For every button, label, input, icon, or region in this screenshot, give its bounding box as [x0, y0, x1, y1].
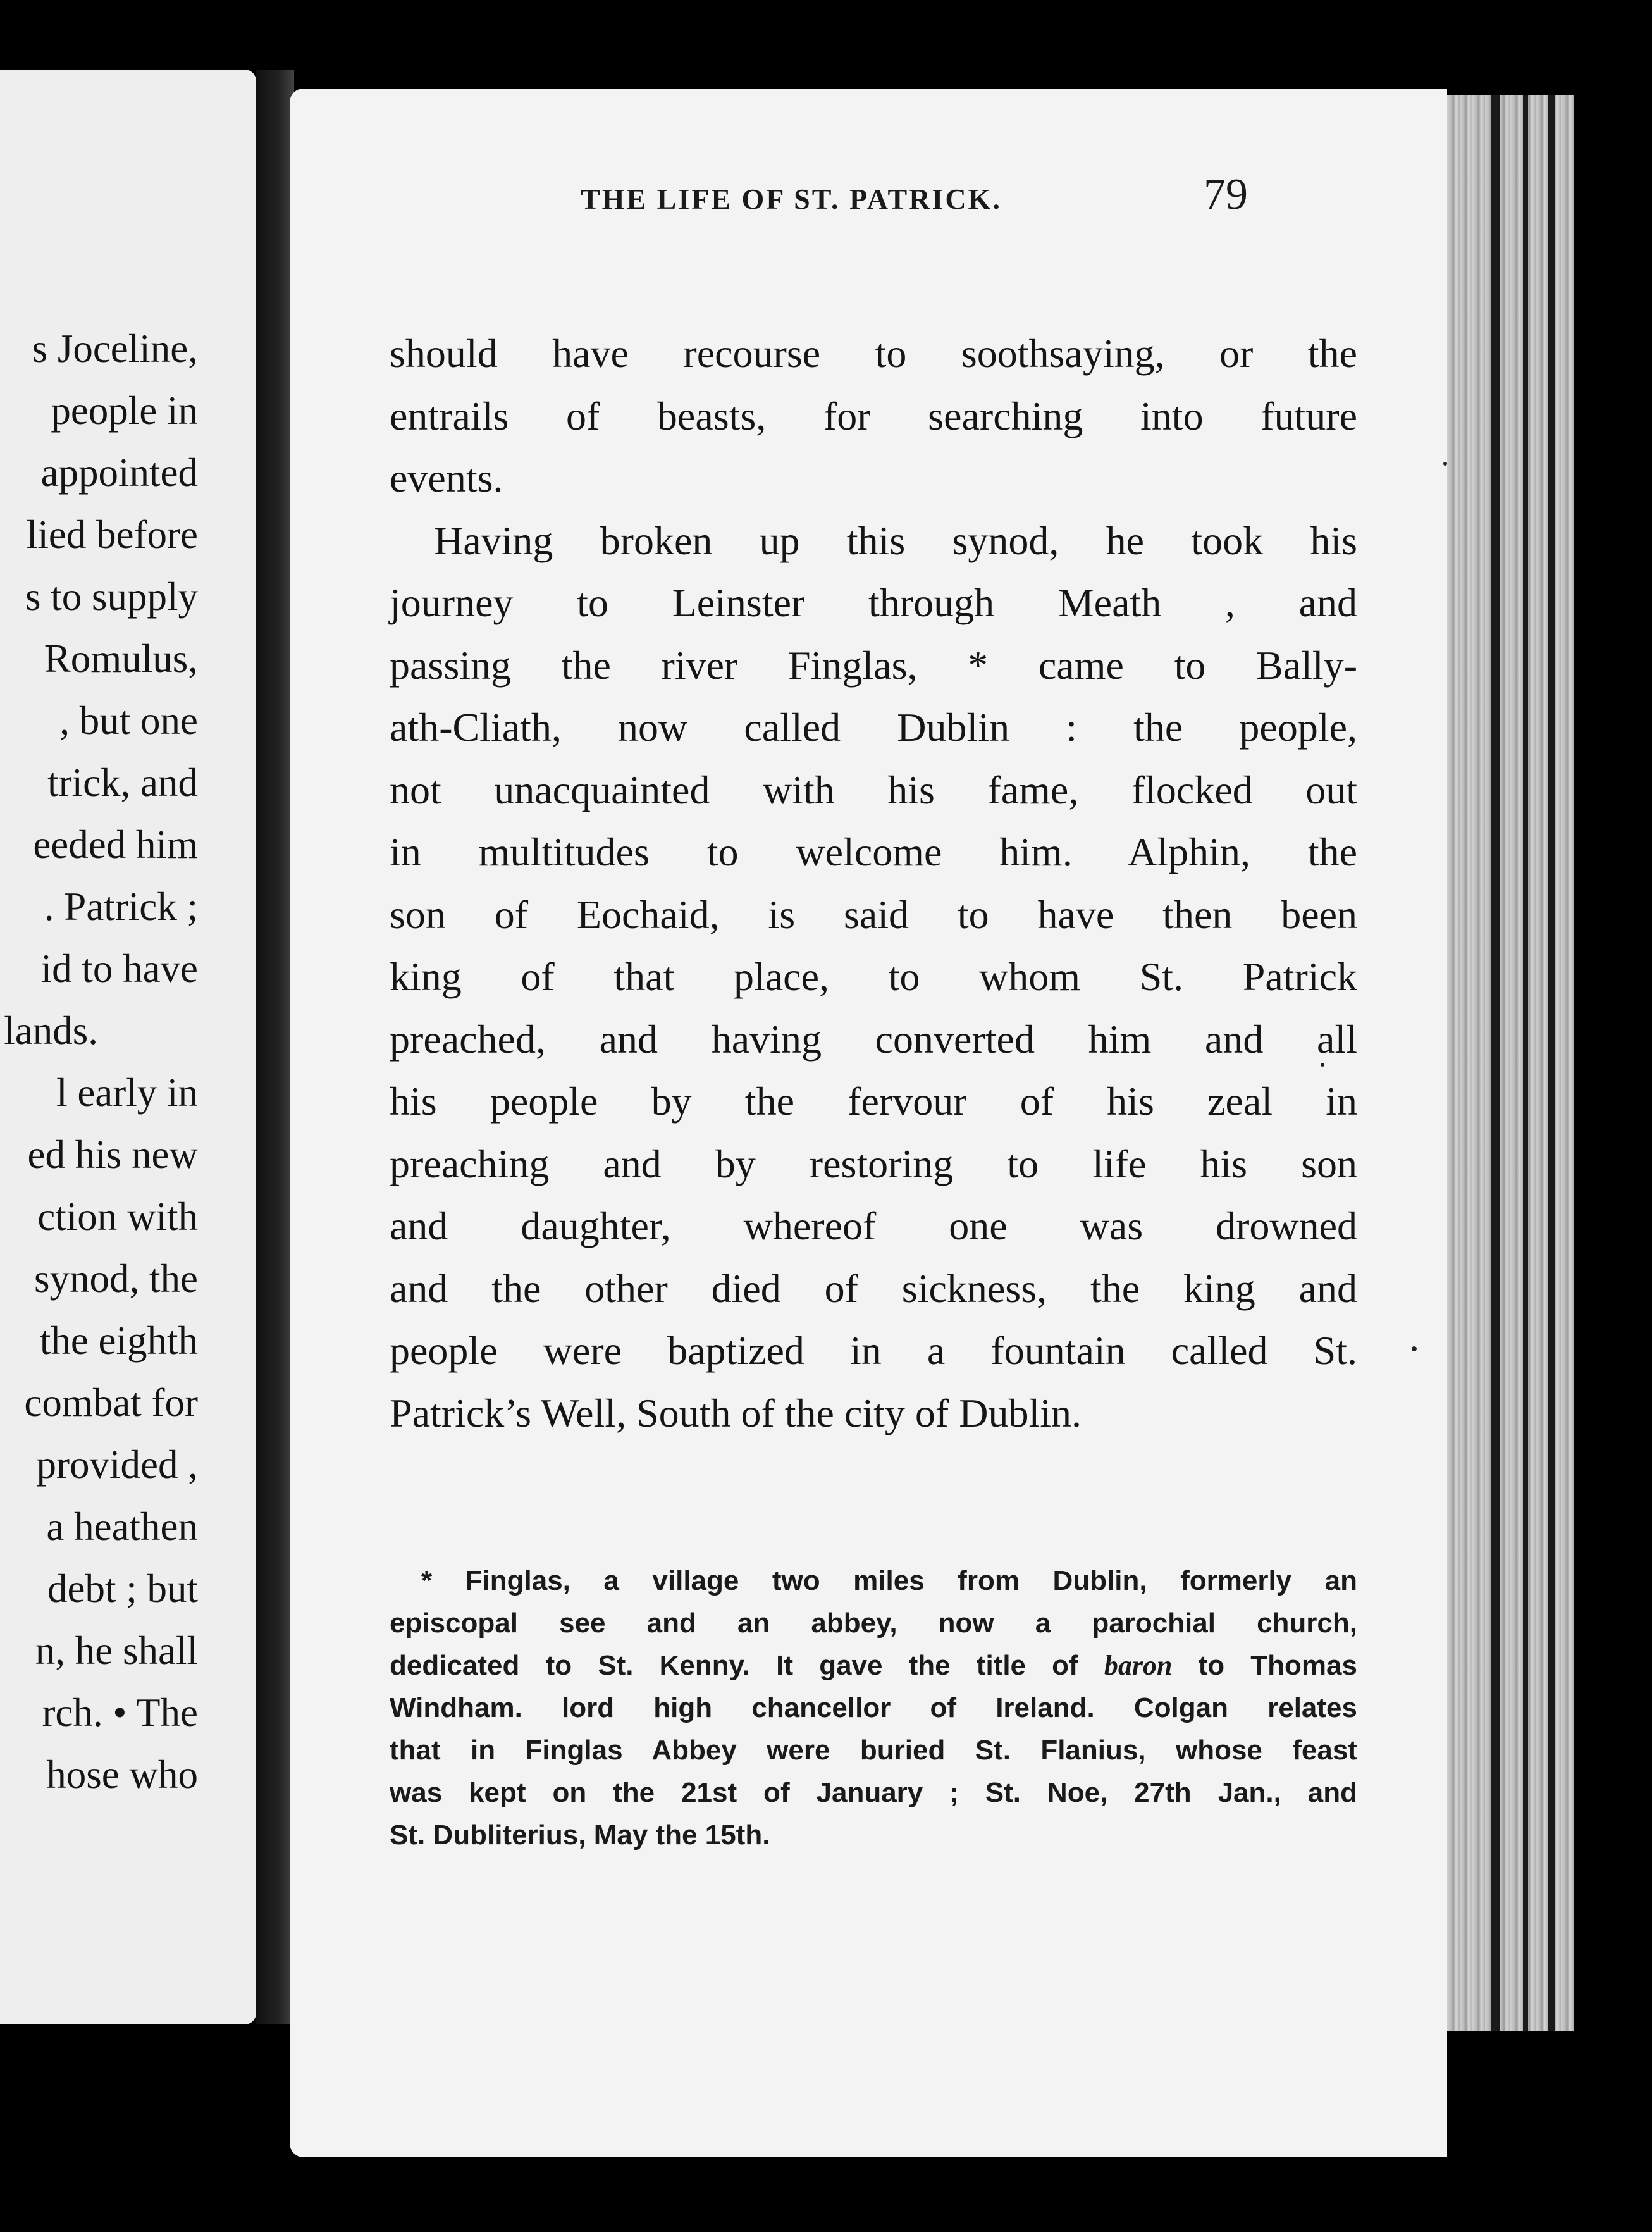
scan-speck	[1412, 1346, 1417, 1351]
left-page-line: id to have	[40, 946, 198, 991]
running-head: THE LIFE OF ST. PATRICK.	[581, 183, 1002, 215]
body-line: and daughter, whereof one was drowned	[390, 1203, 1357, 1248]
left-page-line: n, he shall	[35, 1628, 198, 1673]
left-page-line: provided ,	[36, 1442, 198, 1487]
right-page	[290, 89, 1447, 2157]
body-line: and the other died of sickness, the king and	[390, 1265, 1357, 1311]
left-page-line: trick, and	[47, 760, 198, 805]
left-page-line: . Patrick ;	[44, 884, 198, 929]
footnote-italic: baron	[1104, 1650, 1173, 1681]
body-line: journey to Leinster through Meath , and	[390, 580, 1357, 625]
footnote-line	[390, 1644, 1357, 1687]
body-line: Patrick’s Well, South of the city of Dublin.	[390, 1390, 1082, 1435]
footnote-line: was kept on the 21st of January ; St. Noe, 27th Jan., and	[390, 1777, 1357, 1808]
footnote-line: * Finglas, a village two miles from Dublin, formerly an	[421, 1565, 1357, 1596]
left-page-line: lied before	[26, 512, 198, 557]
left-page-line: s Joceline,	[32, 326, 198, 371]
scan-speck	[1321, 1063, 1324, 1067]
left-page-line: ed his new	[27, 1132, 198, 1177]
body-line: king of that place, to whom St. Patrick	[390, 954, 1357, 999]
body-line: son of Eochaid, is said to have then been	[390, 891, 1357, 937]
page-edges	[1447, 95, 1574, 2031]
left-page-line: ction with	[37, 1194, 198, 1239]
left-page-line: appointed	[40, 450, 198, 495]
left-page-line: synod, the	[34, 1256, 198, 1301]
left-page-line: people in	[51, 388, 198, 433]
footnote-line: St. Dubliterius, May the 15th.	[390, 1820, 770, 1851]
body-line: people were baptized in a fountain called St.	[390, 1328, 1357, 1373]
edge-shadow	[1523, 95, 1528, 2031]
left-page-line: debt ; but	[47, 1566, 198, 1611]
left-page-line: s to supply	[25, 574, 198, 619]
body-line: not unacquainted with his fame, flocked out	[390, 767, 1357, 812]
body-line: should have recourse to soothsaying, or the	[390, 331, 1357, 376]
left-page-line: l early in	[56, 1070, 198, 1115]
left-page-line: lands.	[4, 1008, 98, 1053]
left-page-line: hose who	[46, 1752, 198, 1797]
body-line: passing the river Finglas, * came to Bally-	[390, 642, 1357, 688]
body-line: Having broken up this synod, he took his	[434, 518, 1357, 563]
body-line: entrails of beasts, for searching into future	[390, 393, 1357, 438]
footnote	[390, 1559, 1357, 1856]
left-page-line: , but one	[59, 698, 198, 743]
body-line: preached, and having converted him and all	[390, 1016, 1357, 1062]
body-text	[390, 323, 1357, 1444]
left-page-line: rch. • The	[42, 1690, 198, 1735]
left-page-line: a heathen	[46, 1504, 198, 1549]
body-line: ath-Cliath, now called Dublin : the people,	[390, 705, 1357, 750]
body-line: preaching and by restoring to life his son	[390, 1141, 1357, 1186]
left-page-line: combat for	[24, 1380, 198, 1425]
footnote-line: that in Finglas Abbey were buried St. Flanius, whose feast	[390, 1735, 1357, 1766]
body-line: in multitudes to welcome him. Alphin, the	[390, 829, 1357, 874]
left-page-line: eeded him	[33, 822, 198, 867]
left-page-line: Romulus,	[44, 636, 198, 681]
edge-shadow	[1548, 95, 1555, 2031]
footnote-text: dedicated to St. Kenny. It gave the title of	[390, 1650, 1104, 1681]
left-page	[0, 70, 256, 2024]
footnote-line: Windham. lord high chancellor of Ireland. Colgan relates	[390, 1692, 1357, 1723]
left-page-line: the eighth	[39, 1318, 198, 1363]
body-line: events.	[390, 456, 503, 500]
book-gutter	[256, 70, 294, 2024]
page-number: 79	[1204, 170, 1248, 219]
scan-speck	[1443, 462, 1447, 466]
edge-shadow	[1491, 95, 1500, 2031]
body-line: his people by the fervour of his zeal in	[390, 1079, 1357, 1124]
footnote-text: to Thomas	[1172, 1650, 1357, 1681]
footnote-line: episcopal see and an abbey, now a parochial church,	[390, 1608, 1357, 1639]
